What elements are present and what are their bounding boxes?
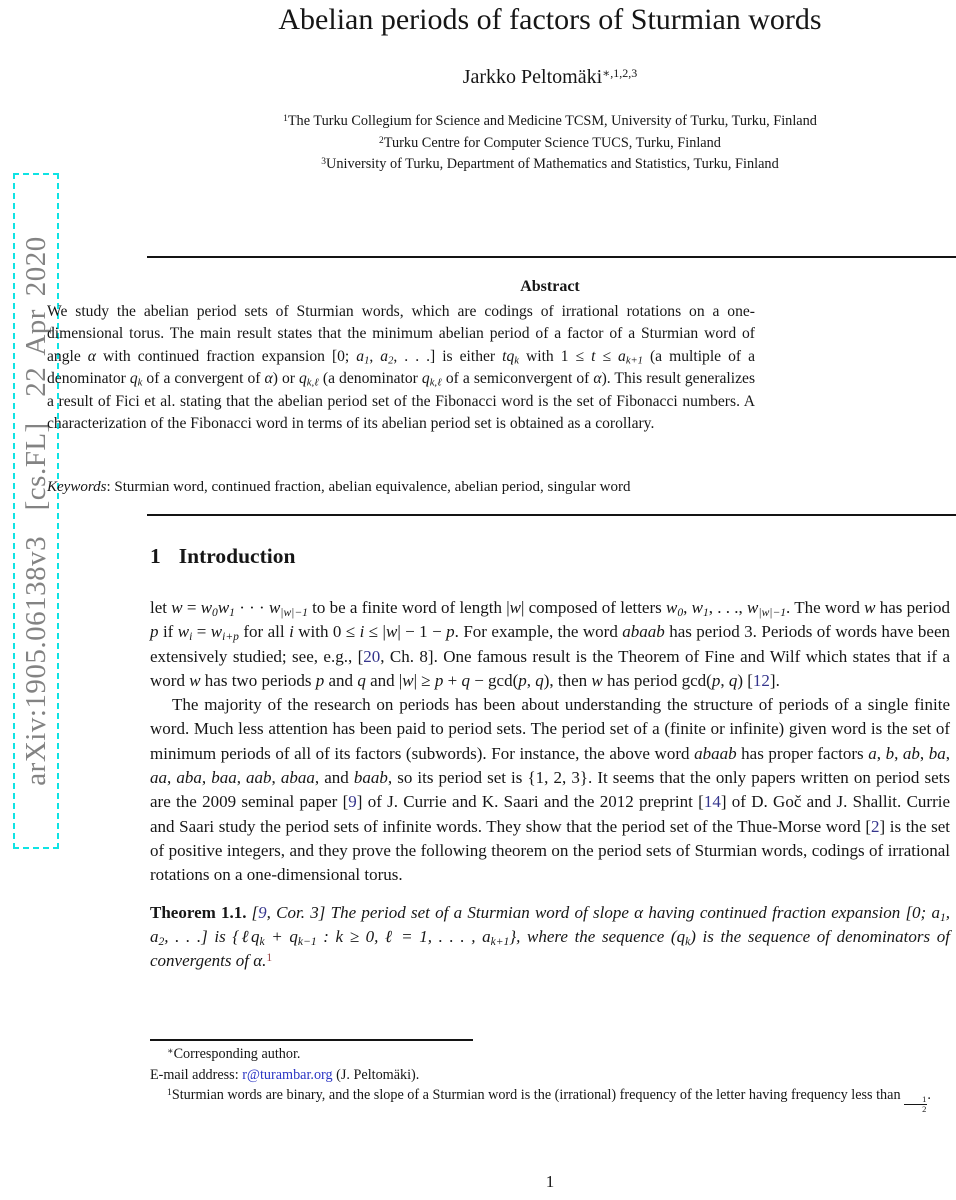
text-segment: of a semiconvergent of (441, 370, 594, 388)
text-segment: k,ℓ (429, 377, 442, 389)
text-segment: , . . ., (708, 598, 748, 617)
text-segment: ba (928, 743, 946, 763)
affiliation-text-3: University of Turku, Department of Mathematics and Statistics, Turku, Finland (326, 156, 779, 172)
text-segment: k−1 (297, 934, 317, 948)
text-segment: 0 (212, 605, 218, 619)
text-segment: 0 (677, 605, 684, 619)
text-segment: q (421, 370, 430, 388)
text-segment: has period 3. Periods of words have been extensively studied; see, e.g., [ (150, 622, 951, 666)
text-segment: We study the abelian period sets of Sturmian words, which are codings of irrational rotations on a one-dimensional torus. The main result states that the minimum abelian period of a factor of a Sturmian word of angle (47, 303, 755, 365)
text-segment: 1 (364, 355, 370, 367)
text-segment: , (271, 768, 281, 788)
text-segment: 1 (703, 605, 709, 619)
text-segment: q (676, 926, 686, 946)
text-segment: w (591, 670, 603, 690)
text-segment: k (685, 934, 691, 948)
text-segment: 2 (158, 934, 165, 948)
affiliation-sup-3: 3 (321, 157, 327, 167)
text-segment: + (443, 670, 462, 690)
text-segment: a (931, 902, 940, 922)
footnote-email (150, 1065, 950, 1086)
author-name: Jarkko Peltomäki (462, 66, 603, 88)
text-segment: abaab (694, 743, 737, 763)
text-segment: if (158, 622, 178, 642)
text-segment: α (253, 951, 263, 971)
text-segment: ∗ (167, 1046, 174, 1058)
section-heading (150, 544, 950, 569)
section-number: 1 (150, 544, 161, 568)
text-segment: q (535, 670, 544, 690)
text-segment: Corresponding author. (173, 1046, 301, 1062)
text-segment: w (747, 598, 759, 617)
text-segment: , . . .] is {ℓ (164, 926, 252, 946)
text-segment: ≥ 0, ℓ = 1, . . . , (343, 926, 483, 946)
text-segment: with continued fraction expansion [0; (95, 347, 357, 365)
page-number: 1 (545, 1172, 555, 1191)
text-segment: p (711, 670, 721, 690)
text-segment: , (919, 743, 929, 763)
text-segment: q (298, 370, 307, 388)
text-segment: a (356, 347, 365, 365)
text-segment: , Ch. 8]. One famous result is the Theorem of Fine and Wilf which states that if a word (150, 646, 950, 690)
text-segment: p (446, 622, 455, 642)
footnotes (150, 1044, 950, 1114)
author-line (150, 66, 950, 89)
footnote-1 (150, 1085, 950, 1114)
text-segment: | − 1 − (397, 622, 447, 642)
arxiv-watermark (13, 173, 59, 849)
text-segment: w (200, 598, 213, 617)
text-segment: ] is the set of positive integers, and they prove the following theorem on the period sets of Sturmian words, codings of irrational rotations on a one-dimensional torus. (150, 816, 950, 885)
introduction-body (150, 596, 950, 973)
text-segment: , (236, 768, 247, 788)
abstract-top-rule (147, 256, 956, 258)
text-segment: w (210, 622, 223, 642)
text-segment: ab (902, 743, 920, 763)
text-segment: (a multiple of a denominator (47, 347, 756, 388)
affiliation-line-3 (150, 153, 950, 175)
text-segment: q (728, 670, 738, 690)
citation-ref[interactable]: 12 (752, 670, 770, 690)
text-segment: p (518, 670, 527, 690)
text-segment: b (885, 743, 895, 763)
text-segment: , (167, 768, 177, 788)
text-segment: . The word (786, 598, 865, 617)
text-segment: a (868, 743, 877, 763)
text-segment: : (316, 926, 336, 946)
text-segment: w (189, 670, 201, 690)
affiliation-text-1: The Turku Collegium for Science and Medicine TCSM, University of Turku, Turku, Finland (287, 113, 817, 129)
abstract-text (47, 301, 755, 435)
text-segment: 2 (388, 355, 394, 367)
citation-ref[interactable]: 2 (871, 816, 880, 836)
affiliation-line-2 (150, 132, 950, 154)
author-footnote-markers: ∗,1,2,3 (602, 66, 638, 80)
text-segment: , and (314, 768, 354, 788)
email-link[interactable]: r@turambar.org (242, 1066, 333, 1083)
text-segment: with 1 ≤ (518, 347, 592, 365)
text-segment: (J. Peltomäki). (332, 1066, 420, 1083)
text-segment: | ≥ (413, 670, 435, 690)
text-segment: w (268, 598, 281, 617)
text-segment: , (945, 902, 951, 922)
text-segment: i (289, 622, 294, 642)
text-segment: ) is the sequence of denominators of convergents of (150, 926, 950, 971)
text-segment: for all (238, 622, 290, 642)
abstract-bottom-rule (147, 514, 956, 516)
text-segment: w (171, 598, 183, 617)
text-segment: ]. (769, 670, 780, 690)
affiliation-sup-2: 2 (379, 135, 384, 146)
citation-ref[interactable]: 20 (363, 646, 381, 666)
text-segment: |w|−1 (280, 605, 308, 619)
text-segment: with 0 ≤ (293, 622, 360, 642)
text-segment: [ (251, 902, 259, 922)
text-segment: − gcd( (469, 670, 519, 690)
text-segment: and | (365, 670, 403, 690)
text-segment: (a denominator (318, 370, 422, 388)
text-segment: w (691, 598, 703, 617)
text-segment: q (251, 926, 260, 946)
text-segment: p (315, 670, 325, 690)
text-segment: w (402, 670, 414, 690)
text-segment: , so its period set is {1, 2, 3}. It seems that the only papers written on period sets are the 2009 seminal paper [ (150, 768, 951, 812)
text-segment: has period (875, 598, 951, 617)
text-segment: k+1 (490, 934, 510, 948)
text-segment: α (264, 370, 273, 388)
text-segment: · · · (234, 598, 269, 617)
text-segment: , (201, 768, 212, 788)
text-segment: E-mail address: (150, 1066, 243, 1083)
text-segment: has proper factors (736, 743, 869, 763)
text-segment: ) [ (737, 670, 753, 690)
affiliation-line-1 (150, 110, 950, 132)
text-segment: , (945, 743, 951, 763)
section-title: Introduction (178, 544, 296, 568)
arxiv-watermark-text: arXiv:1905.06138v3 [cs.FL] 22 Apr 2020 (19, 236, 52, 786)
text-segment: | composed of letters (520, 598, 667, 617)
affiliation-sup-1: 1 (283, 114, 288, 124)
text-segment: The majority of the research on periods has been about understanding the structure of periods of a single finite word. Much less attention has been paid to period sets. The period set of a (finite or infinite) given word is the set of minimum periods of all of its factors (subwords). For instance, the above word (150, 695, 950, 763)
text-segment: abaa (280, 768, 315, 788)
text-segment: p (434, 670, 444, 690)
text-segment: p (150, 622, 159, 642)
text-segment: 1 (167, 1087, 172, 1099)
text-segment: , Cor. 3] The period set of a Sturmian word of slope (266, 902, 635, 922)
abstract-heading: Abstract (520, 278, 580, 295)
text-segment: w (217, 598, 230, 617)
affiliations (150, 110, 950, 175)
text-segment: aba (176, 768, 202, 788)
text-segment: , . . .] is either (393, 347, 503, 365)
text-segment: ≤ | (364, 622, 386, 642)
text-segment: k (514, 355, 519, 367)
text-segment: has period gcd( (602, 670, 712, 690)
text-segment: ) or (272, 370, 299, 388)
text-segment: having continued fraction expansion [0; (643, 902, 932, 922)
text-segment: ), then (543, 670, 592, 690)
text-segment: . (262, 951, 267, 971)
text-segment: ≤ (595, 347, 619, 365)
text-segment: k+1 (625, 355, 643, 367)
text-segment: w (177, 622, 190, 642)
text-segment: i (189, 630, 193, 644)
text-segment: Sturmian words are binary, and the slope of a Sturmian word is the (irrational) frequency of the letter having frequency less than (171, 1087, 905, 1104)
text-segment: + (264, 926, 290, 946)
text-segment: i (359, 622, 365, 642)
text-segment: , (876, 743, 886, 763)
text-segment: of a convergent of (142, 370, 265, 388)
paragraph-2 (150, 693, 950, 887)
text-segment: α (634, 902, 644, 922)
text-segment: = (182, 598, 201, 617)
keywords-list: : Sturmian word, continued fraction, abelian equivalence, abelian period, singular word (106, 479, 631, 495)
keywords-line (47, 479, 755, 496)
text-segment: k (259, 934, 265, 948)
affiliation-text-2: Turku Centre for Computer Science TUCS, Turku, Finland (383, 134, 721, 151)
text-segment: k,ℓ (306, 377, 319, 389)
text-segment: q (129, 370, 138, 388)
footnote-rule (150, 1039, 473, 1041)
text-segment: , (894, 743, 903, 763)
footnote-ref[interactable]: 1 (266, 950, 273, 964)
text-segment: = (192, 622, 211, 642)
text-segment: 1 (229, 605, 235, 619)
text-segment: k (137, 377, 143, 389)
text-segment: Theorem 1.1. (150, 902, 247, 922)
text-segment: a (618, 347, 626, 365)
text-segment: abaab (622, 622, 665, 642)
text-segment: ] of D. Goč and J. Shallit. Currie and Saari study the period sets of infinite words. They show that the period set of the Thue-Morse word [ (150, 792, 950, 836)
keywords-label: Keywords (47, 479, 107, 495)
citation-ref[interactable]: 9 (258, 902, 267, 922)
text-segment: . (927, 1087, 931, 1104)
text-segment: . For example, the word (454, 622, 623, 642)
text-segment: has two periods (200, 670, 316, 690)
footnote-corresponding-author (150, 1044, 950, 1065)
text-segment: q (461, 670, 470, 690)
citation-ref[interactable]: 14 (703, 792, 721, 812)
text-segment: q (289, 926, 298, 946)
text-segment: , (526, 670, 536, 690)
text-segment: ] of J. Currie and K. Saari and the 2012 preprint [ (356, 792, 704, 812)
text-segment: a (380, 347, 389, 365)
text-segment: w (864, 598, 876, 617)
text-segment: baab (353, 768, 388, 788)
text-segment: w (385, 622, 398, 642)
paragraph-1 (150, 596, 950, 693)
text-segment: , (369, 347, 381, 365)
text-segment: }, where the sequence ( (509, 926, 677, 946)
text-segment: k (335, 926, 344, 946)
text-segment: q (357, 670, 366, 690)
text-segment: , (683, 598, 692, 617)
paper-title: Abelian periods of factors of Sturmian words (278, 3, 822, 36)
text-segment: α (87, 347, 96, 365)
text-segment: aab (246, 768, 272, 788)
text-segment: 1 (939, 910, 946, 924)
text-segment: ). This result generalizes a result of Fici et al. stating that the abelian period set of the Fibonacci word is the set of Fibonacci numbers. A characterization of the Fibonacci word in terms of its abelian period set is obtained as a corollary. (47, 370, 756, 433)
text-segment: a (482, 926, 491, 946)
text-segment: to be a finite word of length | (307, 598, 510, 617)
text-segment: a (150, 926, 159, 946)
text-segment: w (666, 598, 678, 617)
fraction: $\frac{1}{2}$ (904, 1095, 927, 1114)
text-segment: let (150, 598, 172, 617)
text-segment: t (591, 347, 596, 365)
text-segment: w (509, 598, 521, 617)
text-segment: |w|−1 (758, 605, 787, 619)
text-segment: α (593, 370, 602, 388)
theorem-1-1 (150, 901, 950, 974)
text-segment: , (720, 670, 729, 690)
text-segment: baa (211, 768, 237, 788)
citation-ref[interactable]: 9 (348, 792, 357, 812)
text-segment: i+p (222, 630, 239, 644)
text-segment: and (324, 670, 358, 690)
text-segment: tq (502, 347, 515, 365)
text-segment: aa (150, 768, 167, 788)
